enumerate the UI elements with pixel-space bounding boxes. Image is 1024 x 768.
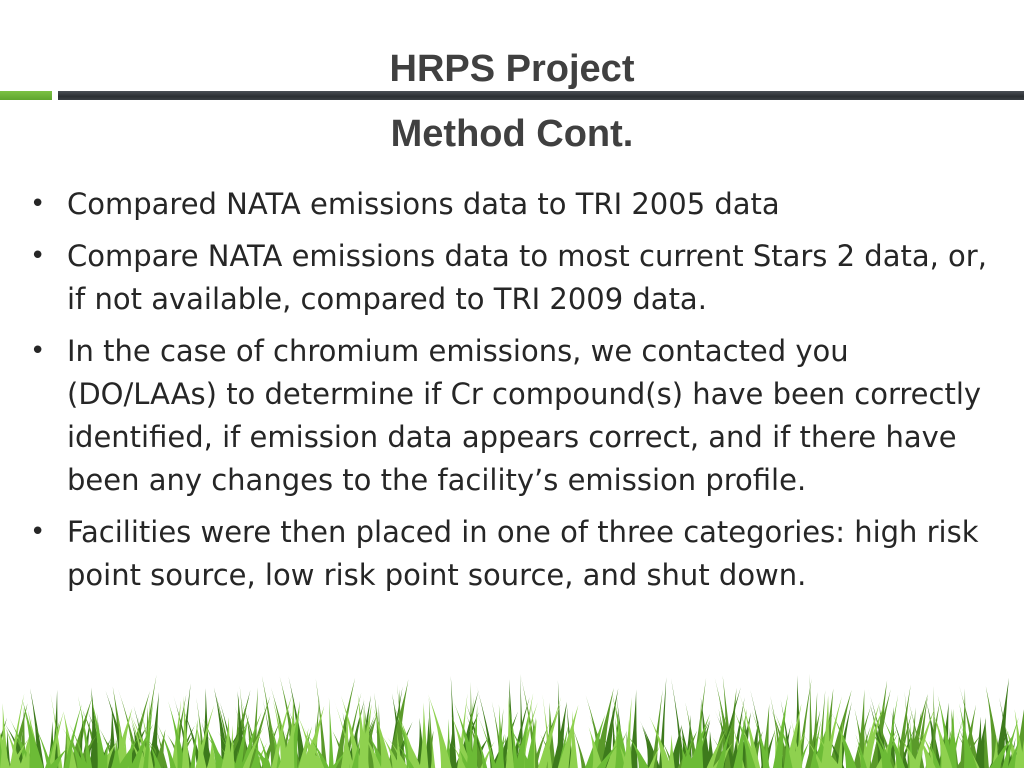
title-accent-bar-green [0, 91, 52, 100]
bullet-icon: • [30, 241, 46, 271]
bullet-item [30, 511, 1005, 597]
bullet-icon: • [30, 336, 46, 366]
bullet-item [30, 183, 1005, 226]
grass-blade [809, 674, 814, 768]
slide-title-line-2: Method Cont. [390, 113, 634, 155]
bullet-item [30, 330, 1005, 502]
bullet-icon: • [30, 517, 46, 547]
bullet-text: Facilities were then placed in one of three categories: high risk point source, low risk point source, and shut down. [67, 515, 979, 592]
bullet-item [30, 235, 1005, 321]
grass-border-image [0, 640, 1024, 768]
title-divider-bar [58, 91, 1024, 100]
bullet-text: In the case of chromium emissions, we contacted you (DO/LAAs) to determine if Cr compound(s) have been correctly identified, if emission data appears correct, and if there have been any changes to the facility’s emission profile. [67, 334, 982, 497]
bullet-icon: • [30, 189, 46, 219]
slide-title-line-1: HRPS Project [389, 48, 635, 90]
bullet-text: Compared NATA emissions data to TRI 2005 data [67, 187, 780, 221]
bullet-list [30, 183, 1005, 606]
bullet-text: Compare NATA emissions data to most current Stars 2 data, or, if not available, compared to TRI 2009 data. [67, 239, 987, 316]
grass-blade [329, 698, 334, 768]
